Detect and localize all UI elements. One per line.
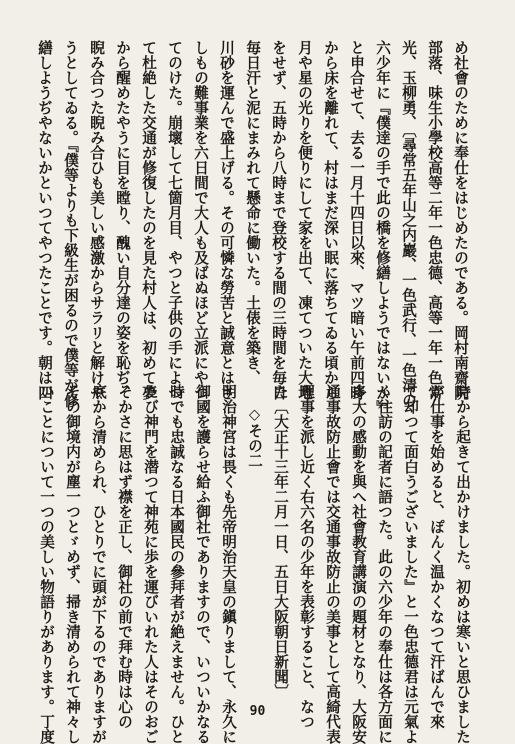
text-column: うとしてゐる。『僕等よりも下級生が困るので僕等が修: [62, 40, 79, 408]
text-column: 時から起きて出かけました。初めは寒いと思ひました: [454, 384, 471, 744]
text-column: をせず、五時から八時まで登校する間の三時間を毎日: [270, 40, 287, 400]
text-column: てのけた。崩壞して七箇月目、やつと子供の手によつ: [166, 40, 183, 400]
text-column: 月や星の光りを便りにして家を出て、凍てついた大地: [296, 40, 313, 400]
text-column: 理事を派し近く右六名の少年を表彰すること、なつ: [298, 384, 315, 729]
text-column: 川砂を運んで盛上げる。その可憐な勞苦と誠意とはさ: [218, 40, 235, 400]
text-column: たび神門を潜つて神苑に歩を運びいれた人はそのおご: [142, 384, 159, 744]
text-column: が仕事を始めると、ぽんく温かくなつて汗ばんで來: [428, 384, 445, 729]
text-column: 繕しようぢやないかといつてやつたことです。朝は四: [36, 40, 53, 400]
text-column: から醒めたやうに目を瞠り、醜い自分達の姿を恥ぢ、: [114, 40, 131, 400]
text-column: 六少年に『僕逹の手で此の橋を修繕しようではないか』: [374, 40, 391, 415]
text-column: く往訪の記者に語つた。此の六少年の奉仕は各方面に: [376, 384, 393, 744]
text-column: その御境内が塵一つとゞめず、掃き清められて神々し: [64, 384, 81, 744]
page-number: 90: [249, 704, 266, 719]
text-column: 部落、味生小學校高等二年一色忠德、高等一年一色常: [426, 40, 443, 400]
text-column: 睨み合つた睨み合ひも美しい感激からサラリと解けや: [88, 40, 105, 400]
text-column: そかさに思はず襟を正し、御社の前で拜む時は心の: [116, 384, 133, 729]
text-column: 毎日汗と泥にまみれて懸命に働いた。土俵を築き、: [244, 40, 261, 385]
text-column: 明治神宮は畏くも先帝明治天皇の鎭りまして、永久に: [220, 384, 237, 744]
text-column: しもの難事業を六日間で大人も及ばぬほど立派にやつ: [192, 40, 209, 400]
text-column: め社會のために奉仕をはじめたのである。岡村南齋院: [452, 40, 469, 400]
text-column: て却つて面白うございました』と一色忠德君は元氣よ: [402, 384, 419, 744]
upper-text-block: [31, 40, 473, 415]
text-column: いことについて一つの美しい物語りがあります。丁度: [38, 384, 55, 744]
text-column: 多大の感動を與へ社會教育講演の題材となり、大阪安: [350, 384, 367, 744]
text-column: た〔大正十三年二月一日、五日大阪朝日新聞〕: [272, 384, 289, 699]
section-heading: ◇その二: [246, 406, 263, 469]
text-column: と申合せて、去る一月十四日以來、マツ暗い午前四時: [348, 40, 365, 400]
text-column: 通事故防止會では交通事故防止の美事として高綺代表: [324, 384, 341, 744]
text-column: 時でも忠誠なる日本國民の參拜者が絶えません。ひと: [168, 384, 185, 744]
text-column: て杜絶した交通が修復したのを見た村人は、初めて夢: [140, 40, 157, 400]
text-column: 御國を護らせ給ふ御社でありますので、いついかなる: [194, 384, 211, 744]
text-column: 底から清められ、ひとりでに頭が下るのでありますが: [90, 384, 107, 744]
text-column: 光、玉柳勇、〔尋常五年山之内巖、一色武行、一色清の: [400, 40, 417, 408]
text-column: から床を離れて、村はまだ深い眠に落ちてゐる頃から: [322, 40, 339, 400]
